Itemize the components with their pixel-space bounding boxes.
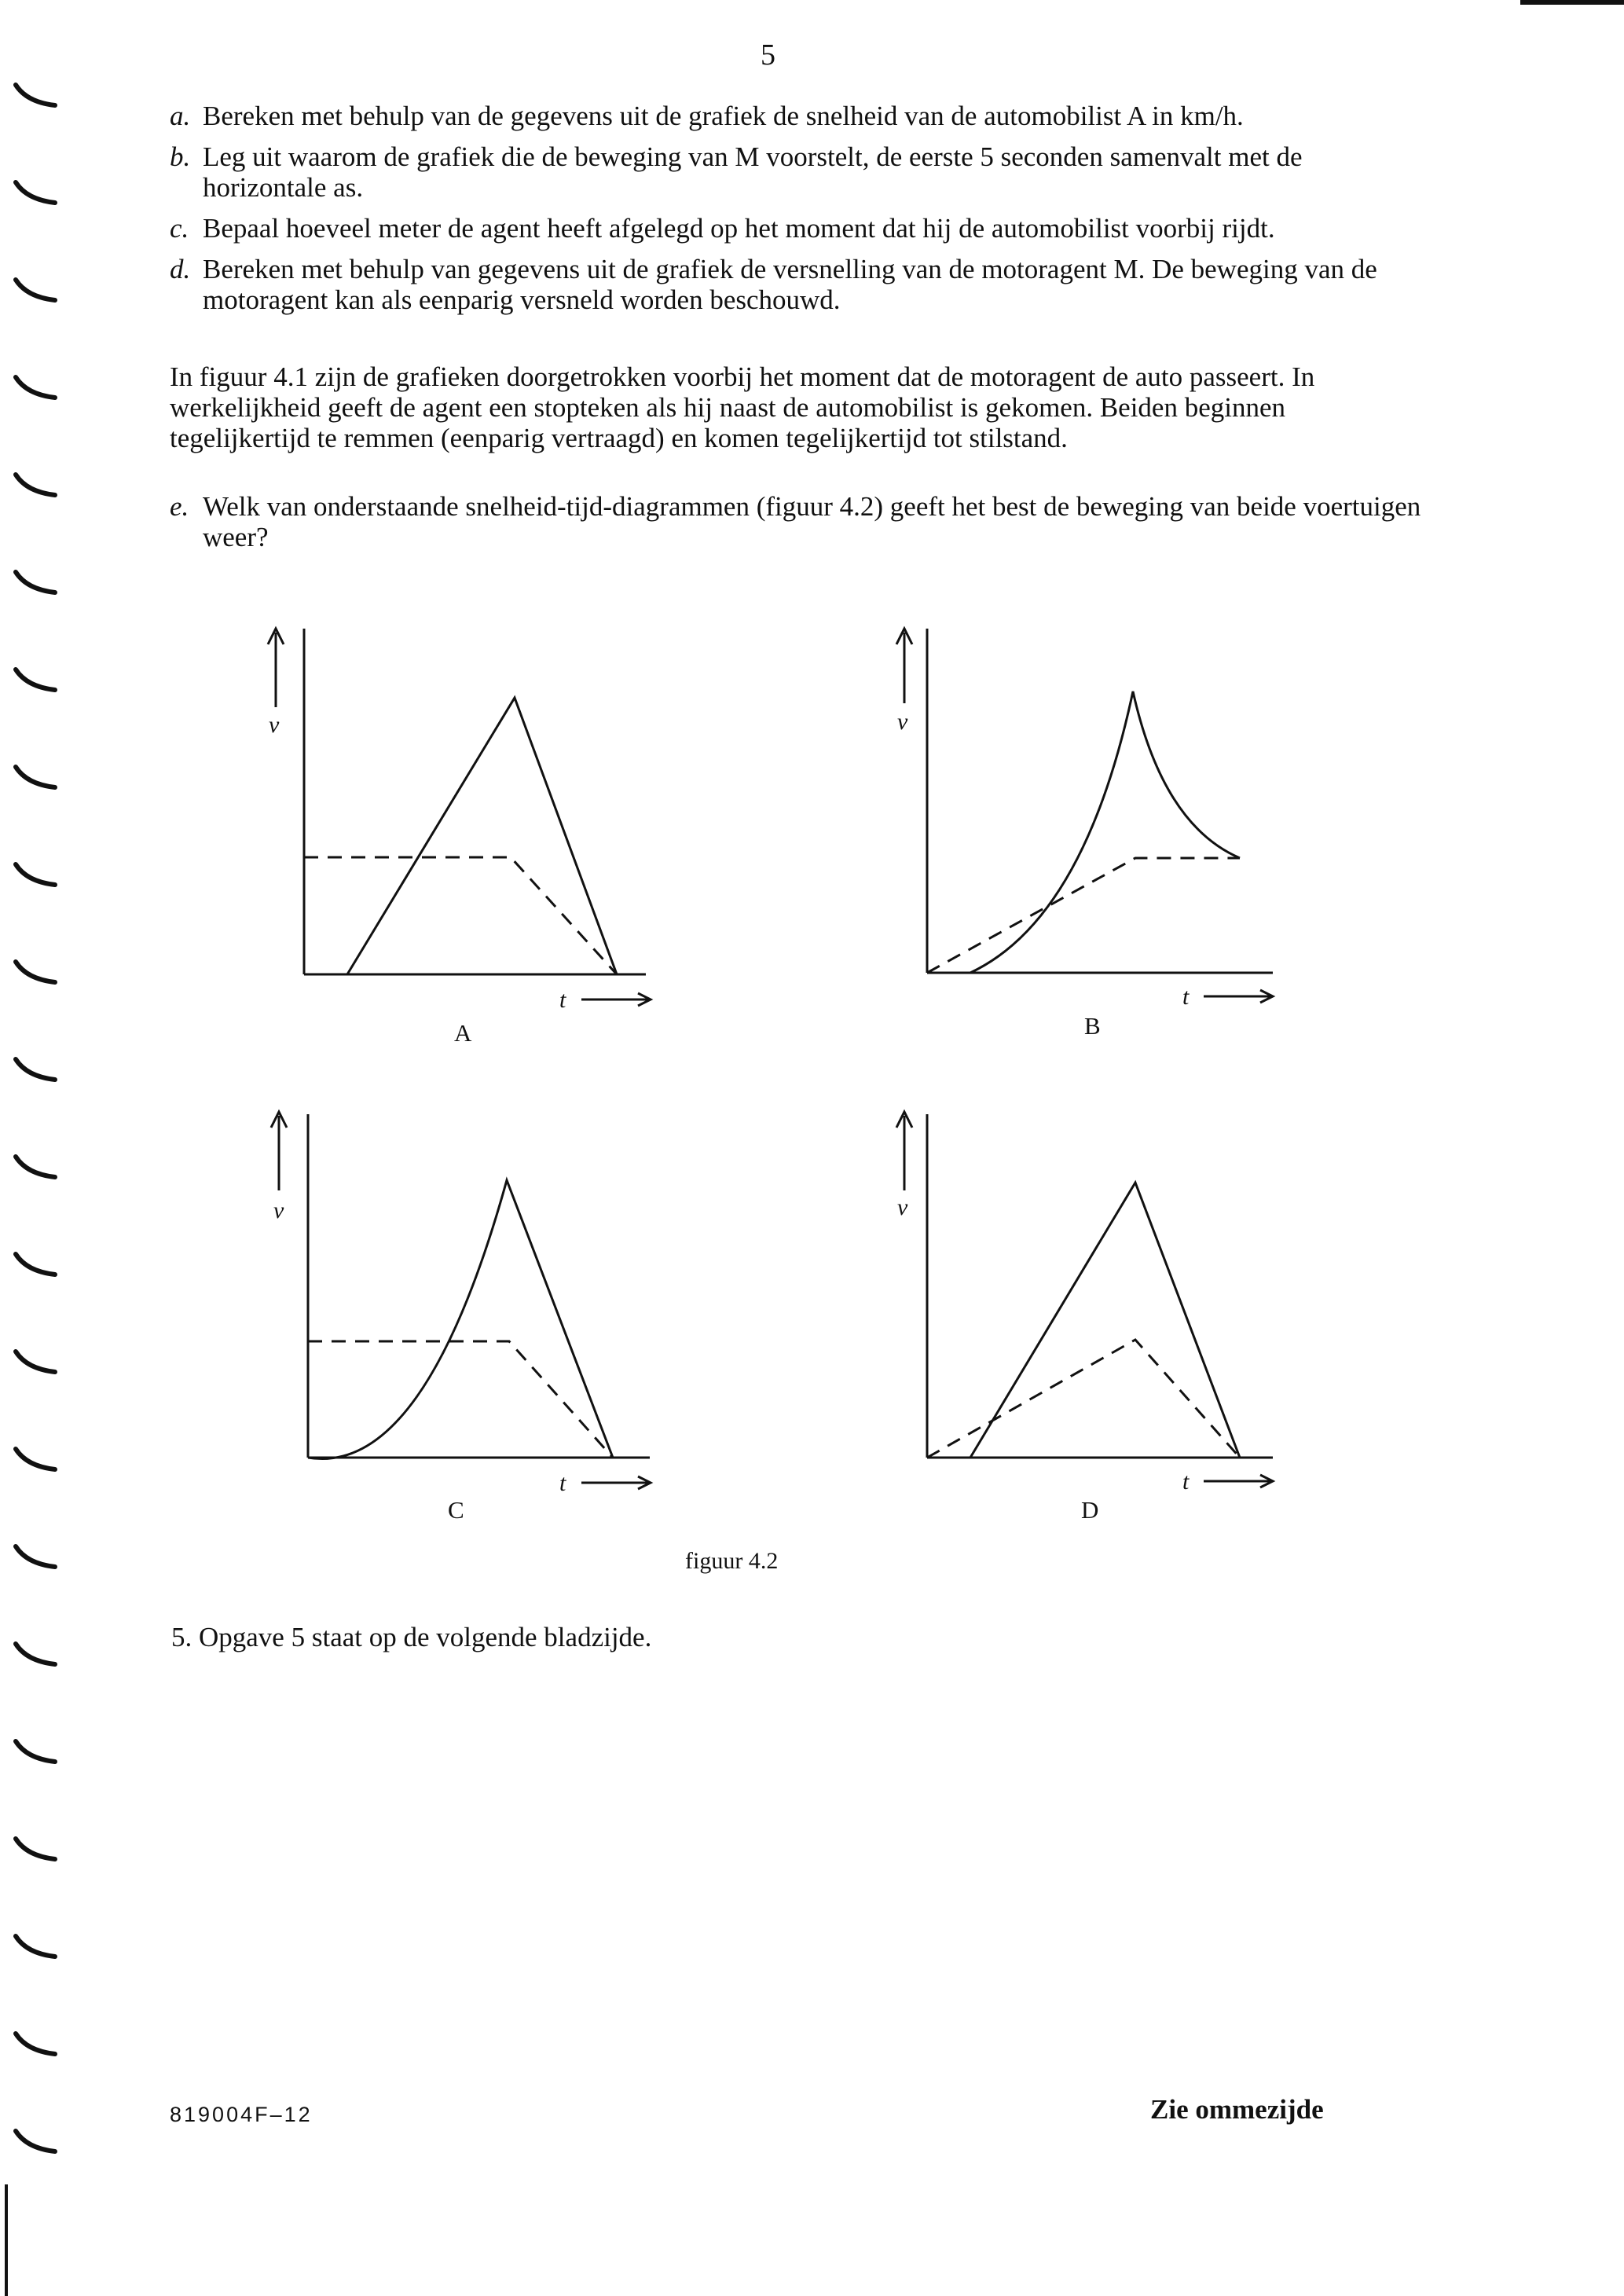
binder-mark [16,1644,55,1664]
dashed-graph-car [927,858,1240,973]
binder-mark [16,2131,55,2151]
solid-graph-motor-agent [308,1180,613,1459]
diagram-c [271,1112,651,1489]
binder-mark [16,767,55,787]
panel-label-d: D [1081,1496,1099,1524]
v-axis-label: v [897,1194,908,1220]
binder-mark [16,1254,55,1275]
question-letter: d. [170,254,191,284]
diagram-d [896,1112,1273,1487]
binder-mark [16,1157,55,1177]
page-number: 5 [761,39,775,72]
panel-label-a: A [454,1019,472,1047]
document-code: 819004F–12 [170,2103,313,2126]
dashed-graph-car [308,1341,613,1458]
t-axis-label: t [559,987,566,1013]
question-text: Leg uit waarom de grafiek die de beweging van M voorstelt, de eerste 5 seconden samenvalt met de horizontale as. [203,141,1303,203]
binder-mark [16,962,55,982]
binder-mark [16,669,55,690]
t-axis-label: t [1182,984,1190,1010]
binder-mark [16,280,55,300]
question-text: Bereken met behulp van de gegevens uit de grafiek de snelheid van de automobilist A in km/h. [203,101,1244,131]
diagram-b [896,629,1273,1003]
t-axis-label: t [559,1470,566,1496]
binder-mark [16,1839,55,1859]
v-axis-label: v [269,712,280,738]
binder-mark [16,1741,55,1762]
binder-marks [16,85,55,2151]
turn-over-note: Zie ommezijde [1150,2094,1324,2125]
v-axis-label: v [273,1198,284,1223]
dashed-graph-car [304,857,617,974]
question-letter: e. [170,491,189,522]
question-letter: b. [170,141,191,172]
binder-mark [16,475,55,495]
panel-label-b: B [1084,1012,1101,1040]
figure-caption: figuur 4.2 [685,1548,779,1574]
binder-mark [16,864,55,885]
binder-mark [16,377,55,398]
binder-mark [16,1936,55,1957]
context-paragraph: In figuur 4.1 zijn de grafieken doorgetrokken voorbij het moment dat de motoragent de auto passeert. In werkelijkheid geeft de agent een stopteken als hij naast de automobilist is gekomen. Beiden beginnen tegelijkertijd te remmen (eenparig vertraagd) en komen tegelijkertijd tot stilstand. [170,361,1315,453]
binder-mark [16,1449,55,1469]
panel-label-c: C [448,1496,464,1524]
v-axis-label: v [897,709,908,735]
dashed-graph-car [927,1340,1240,1458]
binder-mark [16,182,55,203]
solid-graph-motor-agent [970,691,1240,973]
binder-mark [16,85,55,105]
next-exercise-note: 5. Opgave 5 staat op de volgende bladzijde. [171,1622,652,1652]
question-text: Bepaal hoeveel meter de agent heeft afgelegd op het moment dat hij de automobilist voorbij rijdt. [203,213,1275,244]
question-letter: a. [170,101,191,131]
question-letter: c. [170,213,189,244]
solid-graph-motor-agent [970,1183,1240,1458]
solid-graph-motor-agent [347,698,617,974]
t-axis-label: t [1182,1469,1190,1495]
diagram-a [268,629,651,1006]
binder-mark [16,1352,55,1372]
binder-mark [16,1059,55,1080]
question-text: Welk van onderstaande snelheid-tijd-diagrammen (figuur 4.2) geeft het best de beweging van beide voertuigen weer? [203,491,1421,552]
question-text: Bereken met behulp van gegevens uit de grafiek de versnelling van de motoragent M. De beweging van de motoragent kan als eenparig versneld worden beschouwd. [203,254,1377,315]
binder-mark [16,2034,55,2054]
binder-mark [16,1546,55,1567]
binder-mark [16,572,55,592]
